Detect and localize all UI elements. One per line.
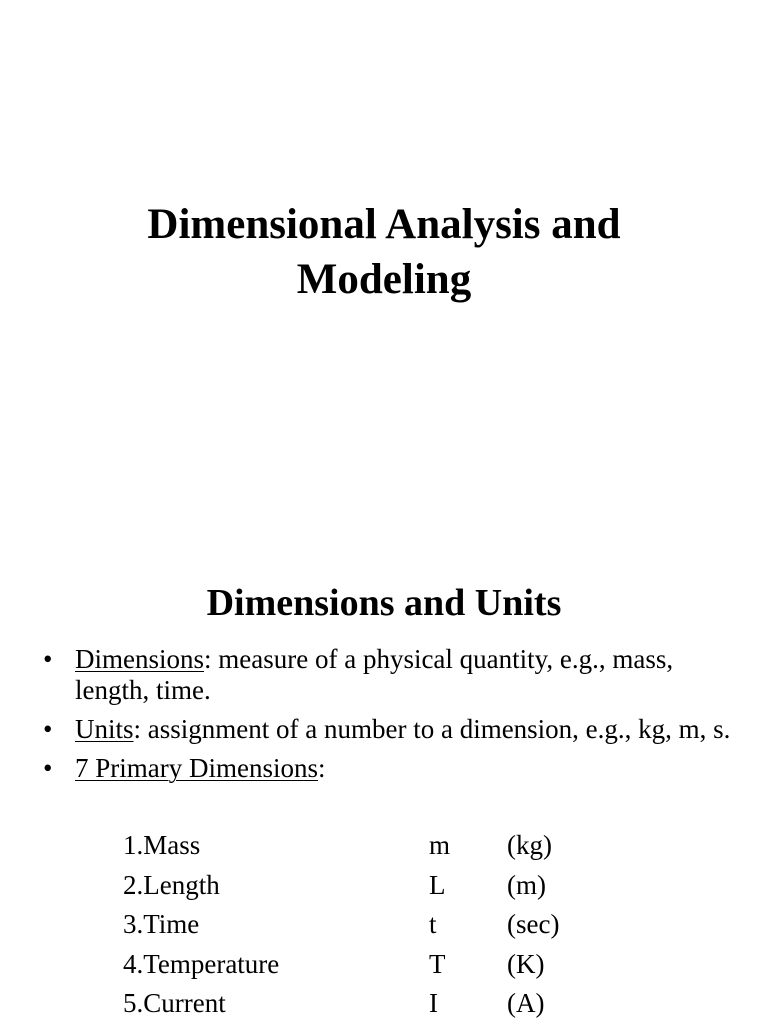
dimension-name: 4.Temperature bbox=[123, 948, 280, 979]
primary-dimensions-table bbox=[123, 826, 627, 1024]
dimension-unit: (K) bbox=[507, 948, 545, 979]
dimension-name: 3.Time bbox=[123, 909, 200, 940]
dimension-unit: (sec) bbox=[507, 909, 560, 940]
bullet-icon: • bbox=[43, 753, 53, 783]
dimension-symbol: I bbox=[429, 988, 438, 1019]
table-row bbox=[123, 984, 627, 1024]
dimension-name: 2.Length bbox=[123, 869, 220, 900]
dimension-symbol: T bbox=[429, 948, 446, 979]
page-title bbox=[0, 197, 768, 307]
dimension-symbol: m bbox=[429, 830, 451, 861]
bullet-item-primary-dimensions bbox=[40, 753, 740, 784]
page-title-line-2: Modeling bbox=[296, 256, 472, 303]
bullet-term: Units bbox=[75, 714, 134, 744]
dimension-unit: (m) bbox=[507, 869, 546, 900]
bullet-term: 7 Primary Dimensions bbox=[75, 753, 318, 783]
table-row bbox=[123, 945, 627, 985]
bullet-item-units bbox=[40, 714, 740, 745]
bullet-text: : assignment of a number to a dimension, e.g., kg, m, s. bbox=[133, 714, 731, 744]
bullet-icon: • bbox=[43, 714, 53, 744]
dimension-symbol: L bbox=[429, 869, 446, 900]
page-title-line-1: Dimensional Analysis and bbox=[147, 201, 621, 248]
bullet-term: Dimensions bbox=[75, 644, 205, 674]
dimension-name: 1.Mass bbox=[123, 830, 201, 861]
bullet-list bbox=[40, 644, 740, 792]
dimension-unit: (kg) bbox=[507, 830, 552, 861]
dimension-unit: (A) bbox=[507, 988, 545, 1019]
table-row bbox=[123, 905, 627, 945]
dimension-name: 5.Current bbox=[123, 988, 226, 1019]
bullet-icon: • bbox=[43, 644, 53, 674]
bullet-text: : measure of a physical quantity, e.g., mass, length, time. bbox=[75, 644, 674, 705]
dimension-symbol: t bbox=[429, 909, 437, 940]
bullet-item-dimensions bbox=[40, 644, 740, 706]
table-row bbox=[123, 866, 627, 906]
bullet-text: : bbox=[318, 753, 326, 783]
section-heading: Dimensions and Units bbox=[206, 582, 562, 624]
table-row bbox=[123, 826, 627, 866]
